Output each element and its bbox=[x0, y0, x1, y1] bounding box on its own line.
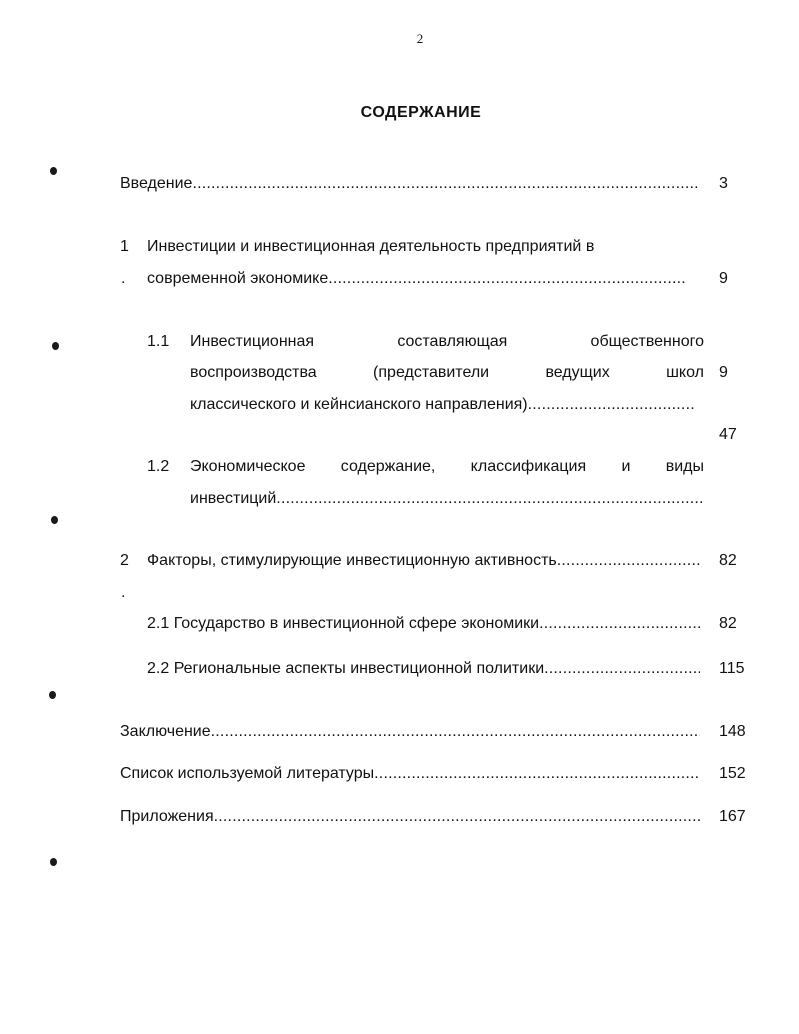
toc-label: инвестиций bbox=[190, 490, 277, 507]
toc-section12-line1 bbox=[190, 456, 704, 478]
toc-label: Приложения bbox=[120, 808, 214, 825]
toc-label: 2.1 Государство в инвестиционной сфере экономики bbox=[147, 615, 540, 632]
scan-speck bbox=[49, 691, 56, 699]
toc-entry-appendices bbox=[120, 806, 700, 828]
toc-word: воспроизводства bbox=[190, 364, 317, 381]
toc-chapter-number: 2 bbox=[120, 552, 129, 569]
toc-label: Факторы, стимулирующие инвестиционную активность bbox=[147, 552, 557, 569]
toc-page-conclusion: 148 bbox=[719, 723, 746, 740]
toc-word: Инвестиционная bbox=[190, 333, 315, 350]
toc-label: Заключение bbox=[120, 723, 211, 740]
toc-word: классификация bbox=[470, 458, 587, 475]
scan-speck bbox=[52, 342, 59, 350]
toc-entry-intro bbox=[120, 173, 700, 195]
toc-label: Список используемой литературы bbox=[120, 765, 375, 782]
toc-word: Экономическое bbox=[190, 458, 306, 475]
toc-page-references: 152 bbox=[719, 765, 746, 782]
toc-page-intro: 3 bbox=[719, 175, 728, 192]
toc-page-section12: 47 bbox=[719, 426, 737, 443]
toc-leader bbox=[374, 763, 700, 785]
scan-speck bbox=[50, 167, 57, 175]
toc-word: ведущих bbox=[545, 364, 610, 381]
toc-section11-line2 bbox=[190, 362, 704, 384]
toc-page-appendices: 167 bbox=[719, 808, 746, 825]
toc-word: составляющая bbox=[397, 333, 508, 350]
toc-leader bbox=[214, 806, 700, 828]
toc-leader bbox=[276, 488, 702, 510]
toc-section11-line1 bbox=[190, 331, 704, 353]
toc-leader bbox=[211, 721, 700, 743]
toc-page-chapter2: 82 bbox=[719, 552, 737, 569]
toc-leader bbox=[539, 613, 702, 635]
toc-chapter-number-dot: . bbox=[121, 584, 126, 601]
toc-chapter-number: 1 bbox=[120, 238, 129, 255]
toc-chapter-number-dot: . bbox=[121, 270, 126, 287]
toc-entry-references bbox=[120, 763, 700, 785]
toc-leader bbox=[557, 550, 700, 572]
toc-section11-line3 bbox=[190, 394, 695, 416]
toc-page-section21: 82 bbox=[719, 615, 737, 632]
toc-leader bbox=[528, 394, 695, 416]
toc-leader bbox=[328, 268, 687, 290]
toc-entry-chapter2 bbox=[147, 550, 700, 572]
scan-speck bbox=[51, 516, 58, 524]
toc-label: современной экономике bbox=[147, 270, 329, 287]
toc-entry-section21 bbox=[147, 613, 702, 635]
toc-word: виды bbox=[665, 458, 704, 475]
toc-word: общественного bbox=[590, 333, 704, 350]
toc-page-section22: 115 bbox=[719, 660, 745, 677]
toc-chapter1-line1: Инвестиции и инвестиционная деятельность предприятий в bbox=[147, 238, 595, 255]
toc-section-number: 1.2 bbox=[147, 458, 170, 475]
toc-section12-line2 bbox=[190, 488, 702, 510]
toc-page-section11: 9 bbox=[719, 364, 728, 381]
toc-entry-conclusion bbox=[120, 721, 700, 743]
toc-word: (представители bbox=[373, 364, 490, 381]
toc-page-chapter1: 9 bbox=[719, 270, 728, 287]
page-number: 2 bbox=[416, 31, 424, 46]
toc-leader bbox=[192, 173, 700, 195]
toc-word: школ bbox=[666, 364, 704, 381]
toc-section-number: 1.1 bbox=[147, 333, 170, 350]
toc-label: Введение bbox=[120, 175, 193, 192]
scan-speck bbox=[50, 858, 57, 866]
page-title: СОДЕРЖАНИЕ bbox=[360, 104, 482, 121]
toc-label: 2.2 Региональные аспекты инвестиционной политики bbox=[147, 660, 545, 677]
toc-word: и bbox=[621, 458, 631, 475]
toc-label: классического и кейнсианского направления) bbox=[190, 396, 528, 413]
toc-leader bbox=[544, 658, 700, 680]
toc-word: содержание, bbox=[340, 458, 436, 475]
toc-entry-chapter1 bbox=[147, 268, 687, 290]
toc-entry-section22 bbox=[147, 658, 700, 680]
